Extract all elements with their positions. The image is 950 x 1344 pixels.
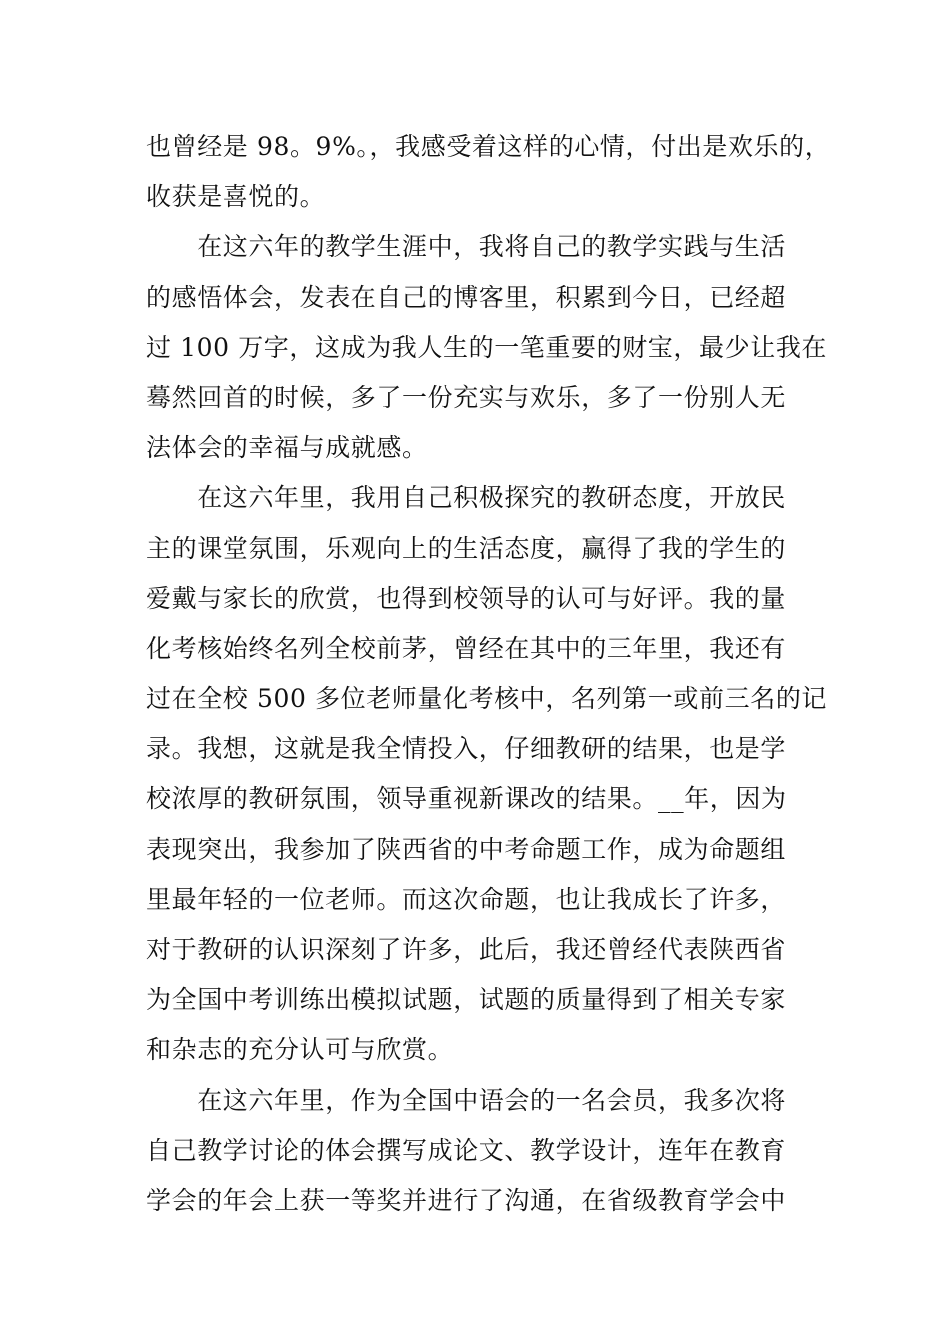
text-line: 过在全校 500 多位老师量化考核中，名列第一或前三名的记 [146, 684, 828, 714]
text-line: 蓦然回首的时候，多了一份充实与欢乐，多了一份别人无 [146, 382, 787, 412]
text-line: 为全国中考训练出模拟试题，试题的质量得到了相关专家 [146, 985, 787, 1015]
paragraph-4 [146, 1076, 816, 1227]
text-line: 的感悟体会，发表在自己的博客里，积累到今日，已经超 [146, 282, 787, 312]
text-line: 也曾经是 98。9%。，我感受着这样的心情，付出是欢乐的， [146, 132, 831, 161]
text-line: 表现突出，我参加了陕西省的中考命题工作，成为命题组 [146, 834, 787, 864]
text-line: 校浓厚的教研氛围，领导重视新课改的结果。__年，因为 [146, 784, 787, 814]
text-line: 爱戴与家长的欣赏，也得到校领导的认可与好评。我的量 [146, 583, 787, 613]
text-line: 在这六年里，我用自己积极探究的教研态度，开放民 [146, 483, 787, 513]
paragraph-2 [146, 222, 828, 473]
text-line: 自己教学讨论的体会撰写成论文、教学设计，连年在教育 [146, 1135, 787, 1165]
text-line: 录。我想，这就是我全情投入，仔细教研的结果，也是学 [146, 734, 787, 764]
text-line: 和杂志的充分认可与欣赏。 [146, 1035, 454, 1065]
text-line: 收获是喜悦的。 [146, 182, 326, 212]
paragraph-1 [146, 122, 831, 222]
text-line: 对于教研的认识深刻了许多，此后，我还曾经代表陕西省 [146, 935, 787, 964]
document-body [146, 122, 831, 1226]
text-line: 在这六年里，作为全国中语会的一名会员，我多次将 [146, 1085, 787, 1115]
text-line: 里最年轻的一位老师。而这次命题，也让我成长了许多， [146, 884, 787, 914]
paragraph-3 [146, 473, 828, 1075]
text-line: 法体会的幸福与成就感。 [146, 433, 428, 463]
text-line: 化考核始终名列全校前茅，曾经在其中的三年里，我还有 [146, 633, 787, 663]
text-line: 主的课堂氛围，乐观向上的生活态度，赢得了我的学生的 [146, 533, 787, 563]
text-line: 过 100 万字，这成为我人生的一笔重要的财宝，最少让我在 [146, 332, 828, 362]
text-line: 在这六年的教学生涯中，我将自己的教学实践与生活 [146, 232, 787, 262]
text-line: 学会的年会上获一等奖并进行了沟通，在省级教育学会中 [146, 1185, 787, 1215]
